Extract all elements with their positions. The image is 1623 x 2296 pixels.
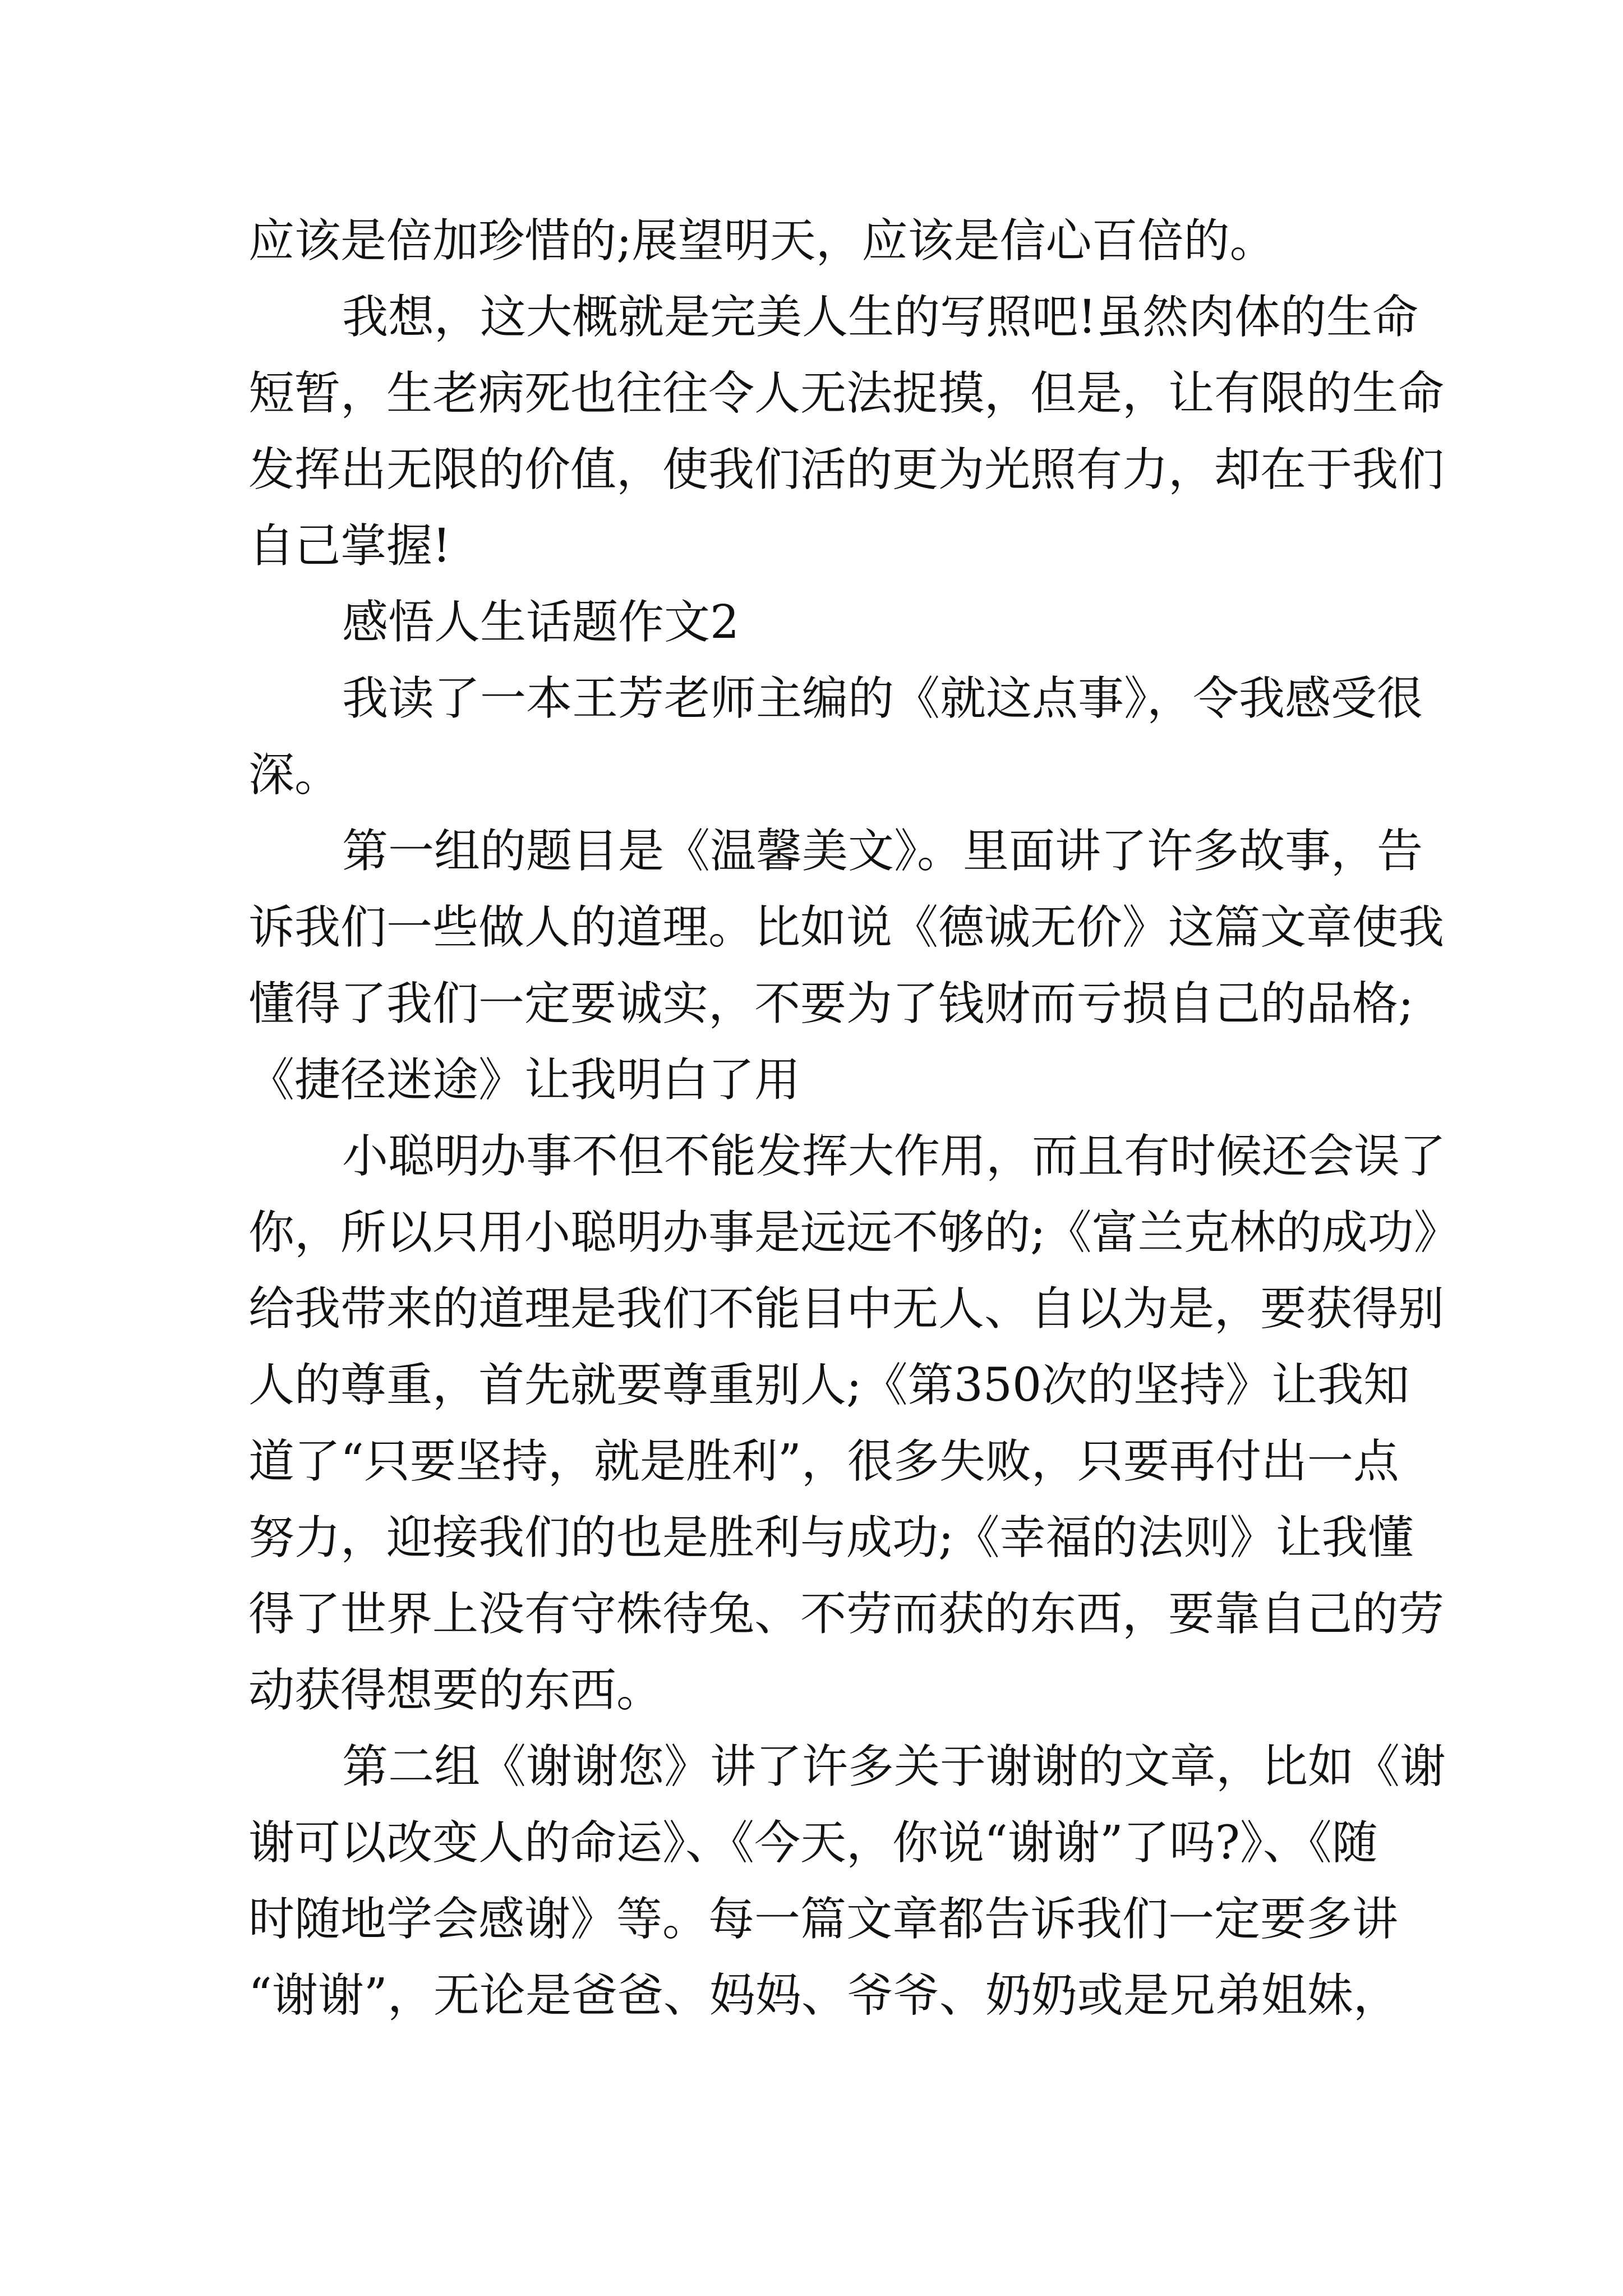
text-line: 道了“只要坚持，就是胜利”，很多失败，只要再付出一点 [248,1435,1399,1488]
text-line: 得了世界上没有守株待兔、不劳而获的东西，要靠自己的劳 [248,1588,1445,1641]
text-line: 应该是倍加珍惜的;展望明天，应该是信心百倍的。 [248,214,1276,268]
text-line: 谢可以改变人的命运》、《今天，你说“谢谢”了吗?》、《随 [248,1816,1378,1870]
text-line: 给我带来的道理是我们不能目中无人、自以为是，要获得别 [248,1282,1445,1336]
text-line: 懂得了我们一定要诚实，不要为了钱财而亏损自己的品格; [248,977,1414,1030]
text-line: “谢谢”，无论是爸爸、妈妈、爷爷、奶奶或是兄弟姐妹， [248,1969,1399,2022]
text-line: 你，所以只用小聪明办事是远远不够的;《富兰克林的成功》 [248,1206,1460,1259]
section-heading: 感悟人生话题作文2 [342,596,740,649]
text-line: 努力，迎接我们的也是胜利与成功;《幸福的法则》让我懂 [248,1511,1414,1565]
paragraph-start-line: 我读了一本王芳老师主编的《就这点事》，令我感受很 [342,672,1423,725]
text-line: 短暂，生老病死也往往令人无法捉摸，但是，让有限的生命 [248,367,1445,420]
text-line: 深。 [248,748,341,802]
text-line: 《捷径迷途》让我明白了用 [248,1053,801,1107]
paragraph-start-line: 小聪明办事不但不能发挥大作用，而且有时候还会误了 [342,1130,1446,1183]
paragraph-start-line: 第二组《谢谢您》讲了许多关于谢谢的文章，比如《谢 [342,1740,1446,1793]
paragraph-start-line: 我想，这大概就是完美人生的写照吧!虽然肉体的生命 [342,291,1418,344]
text-line: 诉我们一些做人的道理。比如说《德诚无价》这篇文章使我 [248,901,1445,954]
text-line: 时随地学会感谢》等。每一篇文章都告诉我们一定要多讲 [248,1893,1399,1946]
text-line: 动获得想要的东西。 [248,1664,663,1717]
text-line: 自己掌握! [248,519,451,573]
text-line: 人的尊重，首先就要尊重别人;《第350次的坚持》让我知 [248,1359,1410,1412]
text-line: 发挥出无限的价值，使我们活的更为光照有力，却在于我们 [248,443,1445,496]
paragraph-start-line: 第一组的题目是《温馨美文》。里面讲了许多故事，告 [342,825,1423,878]
